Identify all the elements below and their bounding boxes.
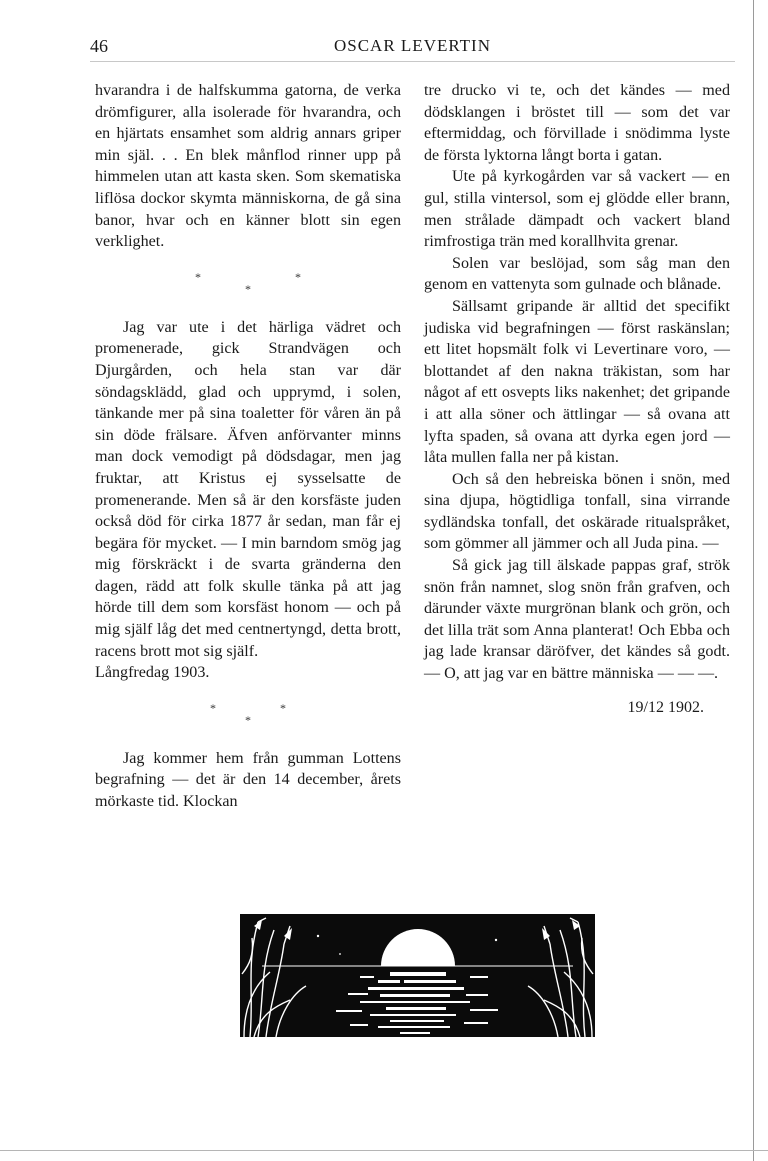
page-edge-bottom xyxy=(0,1150,768,1151)
entry-date: 19/12 1902. xyxy=(627,698,704,716)
paragraph: Jag kommer hem från gumman Lottens begrafning — det är den 14 december, årets mörkaste tid. Klockan xyxy=(95,749,401,811)
paragraph: Och så den hebreiska bönen i snön, med sina djupa, högtidliga tonfall, sina virrande sydländska tonfall, det oskärade ritualspråket, som gömmer all jämmer och all Juda pina. — xyxy=(424,470,730,553)
asterism xyxy=(95,684,401,748)
asterism xyxy=(95,253,401,317)
page-number: 46 xyxy=(90,36,108,56)
paragraph: tre drucko vi te, och det kändes — med dödsklangen i bröstet till — som det var eftermiddag, och förvillade i snödimma lyste de första lyktorna långt borta i gatan. xyxy=(424,82,730,164)
page-header xyxy=(90,32,735,62)
right-column xyxy=(424,80,730,718)
asterisk: * xyxy=(245,712,251,727)
paragraph: Solen var beslöjad, som såg man den genom en vattenyta som gulnade och blånade. xyxy=(424,254,730,294)
paragraph: hvarandra i de halfskumma gatorna, de verka drömfigurer, alla isolerade för hvarandra, och en hjärtats ensamhet som aldrig annars griper min själ. . . En blek månflod rinner upp på himmelen utan att kasta sken. Som skematiska liflösa dockor skymta människorna, de gå sina banor, hvar och en känner blott sin egen verklighet. xyxy=(95,82,401,251)
asterisk: * xyxy=(195,269,201,284)
asterisk: * xyxy=(280,700,286,715)
asterisk: * xyxy=(245,281,251,296)
asterisk: * xyxy=(295,269,301,284)
header-rule xyxy=(90,61,735,62)
sunset-vignette xyxy=(240,914,595,1037)
paragraph: Sällsamt gripande är alltid det specifikt judiska vid begrafningen — först raskänslan; ett litet hopsmält folk vi Levertinare voro, — blottandet af den nakna träkistan, som har något af ett osvepts liks nakenhet; det gripande i att alla söner och ättlingar — så ovana att lyfta spaden, så ovana att dyrka egen jord — låta mullen falla ner på kistan. xyxy=(424,297,730,467)
running-head: OSCAR LEVERTIN xyxy=(333,36,491,55)
asterisk: * xyxy=(210,700,216,715)
page-edge-right xyxy=(753,0,754,1161)
paragraph: Ute på kyrkogården var så vackert — en gul, stilla vintersol, som ej glödde eller brann, men strålade dämpadt och vackert bland rimfrostiga trän med korallhvita grenar. xyxy=(424,168,730,251)
paragraph: Jag var ute i det härliga vädret och promenerade, gick Strandvägen och Djurgården, och hela stan var där söndagsklädd, glad och upprymd, i solen, tänkande mer på sina toaletter för våren än på sin döde frälsare. Äfven anförvanter minns man dock vemodigt på dödsdagar, men jag fruktar, att Kristus ej sysselsatte de promenerande. Men så är den korsfäste juden också död för cirka 1877 år sedan, man får ej begära för mycket. — I min barndom smög jag mig förskräckt i de svarta gränderna den dagen, rädd att folk skulle tänka på att jag hörde till dem som korsfäst honom — och på mig själf låg det med centnertyngd, detta brott, racens brott mot sig själf. xyxy=(95,318,401,660)
left-column xyxy=(95,80,401,813)
paragraph: Så gick jag till älskade pappas graf, strök snön från namnet, slog snön från grafven, och därunder växte murgrönan blank och grön, och det lilla trät som Anna planterat! Och Ebba och jag lade kransar däröfver, det kändes så godt. — O, att jag var en bättre människa — — —. xyxy=(424,557,730,683)
signoff-date: Långfredag 1903. xyxy=(95,664,210,682)
